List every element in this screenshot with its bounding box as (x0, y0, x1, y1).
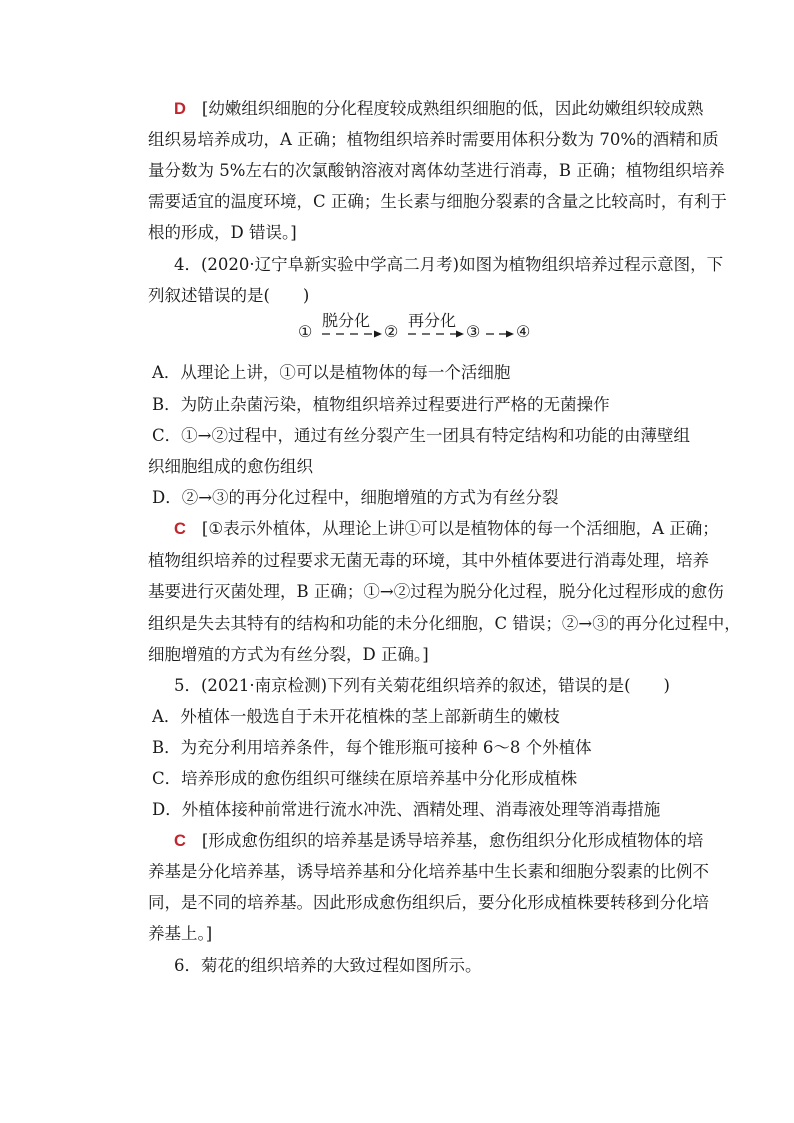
q4-stem-line: 4．(2020·辽宁阜新实验中学高二月考)如图为植物组织培养过程示意图，下 (174, 255, 724, 274)
node-2: ② (384, 322, 399, 341)
arrow-3-head (506, 331, 514, 338)
q4-answer-line (174, 519, 719, 539)
q4-answer-letter: C (174, 520, 186, 538)
q5-option-c: C．培养形成的愈伤组织可继续在原培养基中分化形成植株 (152, 769, 578, 788)
q4-option-a: A．从理论上讲，①可以是植物体的每一个活细胞 (152, 363, 511, 382)
arrow-1-head (374, 331, 382, 338)
node-3: ③ (466, 322, 481, 341)
q4-option-c: C．①→②过程中，通过有丝分裂产生一团具有特定结构和功能的由薄壁组 (152, 426, 690, 445)
q5-explanation-line: 同，是不同的培养基。因此形成愈伤组织后，要分化形成植株要转移到分化培 (148, 893, 709, 912)
node-4: ④ (516, 322, 531, 341)
q3-explanation-line: 根的形成，D 错误。] (148, 223, 297, 242)
q5-answer-letter: C (174, 832, 186, 850)
q4-explanation-line: 基要进行灭菌处理，B 正确；①→②过程为脱分化过程，脱分化过程形成的愈伤 (148, 582, 724, 601)
q4-stem-line: 列叙述错误的是( ) (148, 286, 310, 305)
q3-explanation-line: 需要适宜的温度环境，C 正确；生长素与细胞分裂素的含量之比较高时，有利于 (148, 192, 727, 211)
q5-answer-line (174, 831, 703, 851)
q4-explanation-line: 组织是失去其特有的结构和功能的未分化细胞，C 错误；②→③的再分化过程中， (148, 614, 741, 633)
q4-explanation-line: 细胞增殖的方式为有丝分裂，D 正确。] (148, 645, 429, 664)
arrow-2-head (456, 331, 464, 338)
q3-answer-line (174, 99, 703, 119)
q4-explanation-line: 植物组织培养的过程要求无菌无毒的环境，其中外植体要进行消毒处理，培养 (148, 551, 709, 570)
label-redifferentiation: 再分化 (408, 312, 457, 330)
q5-explanation-line: [形成愈伤组织的培养基是诱导培养基，愈伤组织分化形成植物体的培 (201, 831, 704, 850)
label-dedifferentiation: 脱分化 (322, 312, 371, 330)
q5-stem: 5．(2021·南京检测)下列有关菊花组织培养的叙述，错误的是( ) (174, 676, 670, 695)
q5-option-d: D．外植体接种前常进行流水冲洗、酒精处理、消毒液处理等消毒措施 (152, 800, 661, 819)
q4-explanation-line: [①表示外植体，从理论上讲①可以是植物体的每一个活细胞，A 正确； (201, 519, 719, 538)
q5-explanation-line: 养基是分化培养基，诱导培养基和分化培养基中生长素和细胞分裂素的比例不 (148, 862, 709, 881)
q4-option-c-cont: 织细胞组成的愈伤组织 (148, 457, 313, 476)
q3-explanation-line: 组织易培养成功，A 正确；植物组织培养时需要用体积分数为 70%的酒精和质 (148, 130, 719, 149)
q6-stem: 6．菊花的组织培养的大致过程如图所示。 (174, 956, 482, 975)
q3-explanation-line: [幼嫩组织细胞的分化程度较成熟组织细胞的低，因此幼嫩组织较成熟 (201, 99, 704, 118)
process-flow-diagram (296, 312, 546, 342)
q4-option-b: B．为防止杂菌污染，植物组织培养过程要进行严格的无菌操作 (152, 395, 610, 414)
q3-explanation-line: 量分数为 5%左右的次氯酸钠溶液对离体幼茎进行消毒，B 正确；植物组织培养 (148, 161, 725, 180)
q5-option-b: B．为充分利用培养条件，每个锥形瓶可接种 6～8 个外植体 (152, 738, 592, 757)
q5-option-a: A．外植体一般选自于未开花植株的茎上部新萌生的嫩枝 (152, 707, 560, 726)
q3-answer-letter: D (174, 100, 186, 118)
q5-explanation-line: 养基上。] (148, 924, 213, 943)
node-1: ① (298, 322, 313, 341)
q4-option-d: D．②→③的再分化过程中，细胞增殖的方式为有丝分裂 (152, 488, 559, 507)
